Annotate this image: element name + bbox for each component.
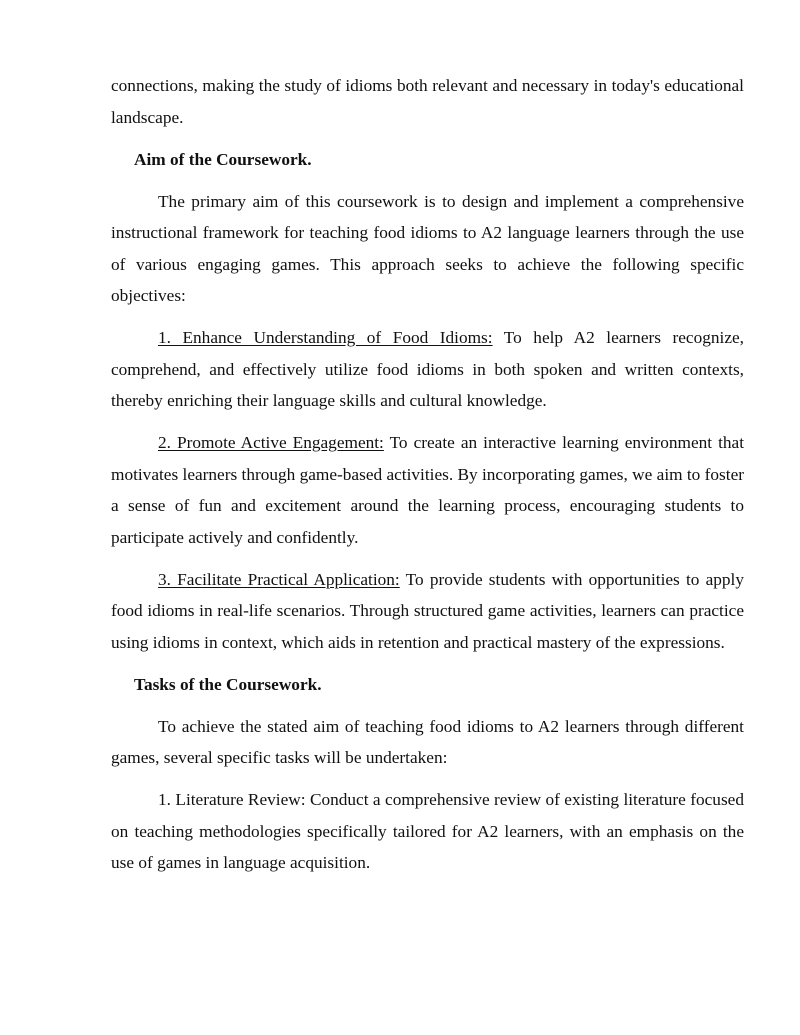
objective-3-paragraph <box>111 564 744 659</box>
objective-1-text: To help A2 learners recognize, comprehend, and effectively utilize food idioms in both spoken and written contexts, thereby enriching their language skills and cultural knowledge. <box>111 328 744 410</box>
tasks-heading: Tasks of the Coursework. <box>134 674 322 694</box>
aim-heading: Aim of the Coursework. <box>134 149 312 169</box>
objective-2-title: 2. Promote Active Engagement: <box>158 433 384 452</box>
objective-3-title: 3. Facilitate Practical Application: <box>158 569 400 589</box>
objective-2-paragraph <box>111 427 744 553</box>
objective-1-paragraph <box>111 322 744 417</box>
aim-intro-paragraph: The primary aim of this coursework is to design and implement a comprehensive instructional framework for teaching food idioms to A2 language learners through the use of various engaging games. This approach seeks to achieve the following specific objectives: <box>111 191 744 305</box>
document-page <box>111 70 744 879</box>
tasks-intro-paragraph: To achieve the stated aim of teaching food idioms to A2 learners through different games, several specific tasks will be undertaken: <box>111 716 744 767</box>
objective-2-text: To create an interactive learning environment that motivates learners through game-based activities. By incorporating games, we aim to foster a sense of fun and excitement around the learning process, encouraging students to participate actively and confidently. <box>111 433 744 547</box>
task-1-paragraph: 1. Literature Review: Conduct a comprehensive review of existing literature focused on teaching methodologies specifically tailored for A2 learners, with an emphasis on the use of games in language acquisition. <box>111 790 744 872</box>
objective-3-text: To provide students with opportunities to apply food idioms in real-life scenarios. Through structured game activities, learners can practice using idioms in context, which aids in retention and practical mastery of the expressions. <box>111 569 744 652</box>
objective-1-title: 1. Enhance Understanding of Food Idioms: <box>158 328 493 347</box>
intro-continuation-paragraph: connections, making the study of idioms both relevant and necessary in today's educational landscape. <box>111 76 744 127</box>
